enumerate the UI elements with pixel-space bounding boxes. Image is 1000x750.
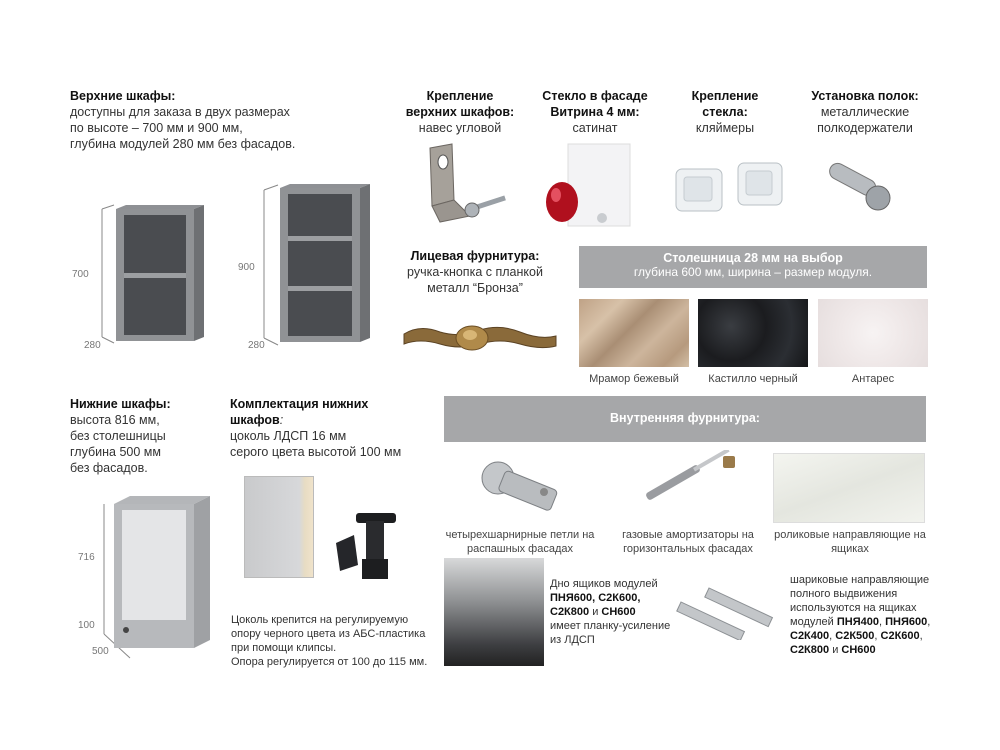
swatch-antares [818, 299, 928, 367]
glass-clip-title-2: стекла: [702, 105, 748, 119]
ball-line-5e: С2К600 [880, 630, 920, 642]
kit-note-2: опору черного цвета из АБС-пластика [231, 628, 426, 640]
ball-line-6a: С2К800 [790, 644, 830, 656]
ball-line-5f: , [919, 630, 923, 642]
dim-280-a: 280 [84, 340, 101, 351]
hinge-image [470, 450, 570, 520]
ball-line-5c: С2К500 [835, 630, 875, 642]
lower-line-2: без столешницы [70, 429, 166, 443]
internal-fittings-band [444, 396, 926, 442]
countertop-subtitle: глубина 600 мм, ширина – размер модуля. [633, 265, 873, 279]
swatch-marble-beige [579, 299, 689, 367]
ball-line-4e: , [927, 616, 931, 628]
kit-note-3: при помощи клипсы. [231, 642, 337, 654]
drawer-photo [444, 558, 544, 666]
glass-clip-title-1: Крепление [691, 89, 759, 103]
satin-glass-image [540, 140, 640, 230]
hinges-line-1: четырехшарнирные петли на [445, 529, 595, 541]
kit-line-1: цоколь ЛДСП 16 мм [230, 429, 347, 443]
kit-title-2: шкафов [230, 413, 280, 427]
dim-500: 500 [92, 646, 109, 657]
ball-line-2: полного выдвижения [790, 588, 898, 600]
swatch-label-marble: Мрамор бежевый [589, 373, 679, 385]
upper-cabinets-block [70, 88, 330, 152]
upper-cabinet-900-drawing [240, 180, 380, 355]
drawer-line-3c: СН600 [601, 606, 636, 618]
glass-text: сатинат [572, 121, 618, 135]
mount-text: навес угловой [418, 121, 502, 135]
mount-title-2: верхних шкафов: [405, 105, 515, 119]
drawer-line-5: из ЛДСП [550, 634, 595, 646]
drawer-line-2: ПНЯ600, С2К600, [550, 592, 641, 604]
upper-line-1: доступны для заказа в двух размерах [70, 105, 290, 119]
ball-line-1: шариковые направляющие [790, 574, 930, 586]
lower-line-4: без фасадов. [70, 461, 148, 475]
roller-line-2: ящиках [831, 543, 869, 555]
glass-caption [530, 88, 660, 136]
roller-slides-image [773, 453, 925, 523]
shelf-title: Установка полок: [811, 89, 919, 103]
dim-100: 100 [78, 620, 95, 631]
gas-line-2: горизонтальных фасадах [623, 543, 753, 555]
lower-title: Нижние шкафы: [70, 397, 171, 411]
dim-280-b: 280 [248, 340, 265, 351]
ball-line-4b: ПНЯ400 [836, 616, 879, 628]
glass-clip-text: кляймеры [695, 121, 755, 135]
hinges-caption [440, 528, 600, 556]
gas-strut-image [635, 450, 745, 520]
ball-line-6c: СН600 [841, 644, 876, 656]
bronze-knob-image [400, 310, 560, 365]
corner-bracket-image [410, 140, 515, 230]
swatch-label-antares: Антарес [851, 373, 895, 385]
adjustable-foot-image [330, 505, 420, 595]
ball-slides-image [675, 580, 785, 640]
kit-title-2-tail: : [279, 413, 284, 427]
kit-block [230, 396, 440, 460]
ball-line-6b: и [829, 644, 842, 656]
ball-line-4a: модулей [790, 616, 837, 628]
countertop-title: Столешница 28 мм на выбор [663, 251, 843, 265]
mount-caption [395, 88, 525, 136]
ball-line-5b: , [829, 630, 836, 642]
kit-line-2: серого цвета высотой 100 мм [230, 445, 402, 459]
handle-caption [395, 248, 555, 296]
lower-cabinets-block [70, 396, 220, 476]
swatch-label-castillo: Кастилло черный [708, 373, 798, 385]
roller-line-1: роликовые направляющие на [774, 529, 926, 541]
shelf-support-image [820, 150, 900, 220]
lower-cabinet-drawing [70, 490, 220, 670]
ball-line-3: используются на ящиках [790, 602, 917, 614]
drawer-line-3b: и [589, 606, 602, 618]
kit-note-4: Опора регулируется от 100 до 115 мм. [231, 656, 428, 668]
drawer-line-1: Дно ящиков модулей [550, 578, 658, 590]
kit-note-1: Цоколь крепится на регулируемую [231, 614, 409, 626]
ball-line-4d: ПНЯ600 [885, 616, 928, 628]
glass-clamps-image [670, 155, 790, 225]
lower-line-3: глубина 500 мм [70, 445, 161, 459]
upper-line-3: глубина модулей 280 мм без фасадов. [70, 137, 296, 151]
hinges-line-2: распашных фасадах [467, 543, 573, 555]
kit-note [231, 613, 441, 669]
shelf-text-2: полкодержатели [817, 121, 913, 135]
upper-line-2: по высоте – 700 мм и 900 мм, [70, 121, 243, 135]
lower-line-1: высота 816 мм, [70, 413, 160, 427]
dim-900: 900 [238, 262, 255, 273]
glass-clip-caption [660, 88, 790, 136]
shelf-support-caption [795, 88, 935, 136]
drawer-line-3a: С2К800 [550, 606, 590, 618]
kit-title-1: Комплектация нижних [230, 397, 369, 411]
upper-cabinet-700-drawing [70, 195, 210, 355]
drawer-caption [550, 577, 680, 647]
ball-line-5d: , [874, 630, 881, 642]
ball-line-4c: , [878, 616, 886, 628]
plinth-panel-image [244, 476, 314, 578]
mount-title-1: Крепление [426, 89, 494, 103]
upper-title: Верхние шкафы: [70, 89, 176, 103]
countertop-band [579, 246, 927, 288]
gas-struts-caption [608, 528, 768, 556]
ball-slides-caption [790, 573, 940, 657]
drawer-line-4: имеет планку-усиление [550, 620, 671, 632]
handle-text-2: металл “Бронза” [427, 281, 523, 295]
ball-line-5a: С2К400 [790, 630, 830, 642]
internal-title: Внутренняя фурнитура: [610, 411, 760, 425]
roller-caption [770, 528, 930, 556]
gas-line-1: газовые амортизаторы на [622, 529, 754, 541]
dim-716: 716 [78, 552, 95, 563]
glass-title-2: Витрина 4 мм: [550, 105, 640, 119]
handle-text-1: ручка-кнопка с планкой [407, 265, 543, 279]
shelf-text-1: металлические [820, 105, 910, 119]
glass-title-1: Стекло в фасаде [542, 89, 648, 103]
handle-title: Лицевая фурнитура: [410, 249, 540, 263]
dim-700: 700 [72, 269, 89, 280]
swatch-castillo-black [698, 299, 808, 367]
